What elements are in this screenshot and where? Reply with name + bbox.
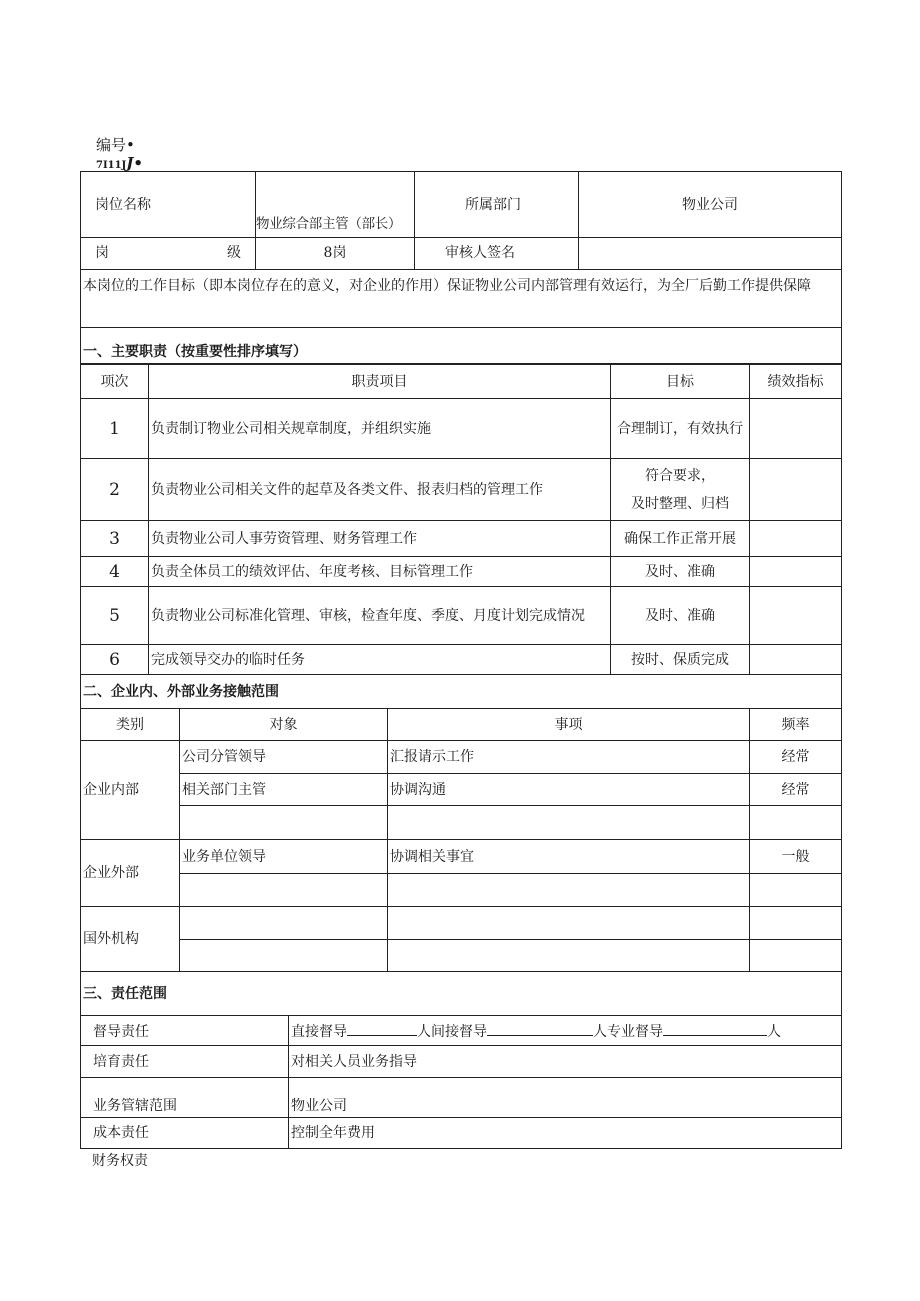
- duties-header-kpi: 绩效指标: [750, 365, 842, 399]
- contact-freq: 经常: [750, 774, 842, 806]
- table-row: [81, 840, 842, 874]
- reviewer-value: [579, 238, 842, 270]
- duty-target: 确保工作正常开展: [611, 521, 750, 557]
- contact-object: [180, 907, 388, 940]
- duty-kpi: [750, 587, 842, 645]
- responsibility-title: 三、责任范围: [81, 972, 842, 1016]
- supervise-value: 直接督导 人间接督导 人专业督导 人: [289, 1016, 842, 1046]
- document-number-label: 编号•: [96, 136, 135, 154]
- duty-item: 完成领导交办的临时任务: [149, 645, 611, 675]
- contact-object: 相关部门主管: [180, 774, 388, 806]
- duty-item: 负责物业公司人事劳资管理、财务管理工作: [149, 521, 611, 557]
- scope-label: 业务管辖范围: [81, 1078, 289, 1118]
- contact-freq: [750, 806, 842, 840]
- table-row: [81, 806, 842, 840]
- duty-kpi: [750, 399, 842, 459]
- contact-object: [180, 940, 388, 972]
- contact-matter: [388, 940, 750, 972]
- duty-target: 及时、准确: [611, 587, 750, 645]
- duty-item: 负责物业公司相关文件的起草及各类文件、报表归档的管理工作: [149, 459, 611, 521]
- duty-no: 2: [81, 459, 149, 521]
- contact-freq: [750, 940, 842, 972]
- table-row: [81, 774, 842, 806]
- contacts-header-freq: 频率: [750, 709, 842, 741]
- table-row: [81, 587, 842, 645]
- duty-no: 6: [81, 645, 149, 675]
- contacts-header-matter: 事项: [388, 709, 750, 741]
- contacts-title: 二、企业内、外部业务接触范围: [81, 675, 842, 709]
- contacts-header-category: 类别: [81, 709, 180, 741]
- duties-header-item: 职责项目: [149, 365, 611, 399]
- duties-title: 一、主要职责（按重要性排序填写）: [81, 328, 842, 364]
- table-row: [81, 907, 842, 940]
- contacts-header-object: 对象: [180, 709, 388, 741]
- contact-object: [180, 806, 388, 840]
- table-row: [81, 645, 842, 675]
- train-value: 对相关人员业务指导: [289, 1046, 842, 1078]
- duty-item: 负责全体员工的绩效评估、年度考核、目标管理工作: [149, 557, 611, 587]
- responsibility-table: [80, 971, 842, 1149]
- duties-table: [80, 364, 842, 675]
- table-row: [81, 741, 842, 774]
- basic-info-table: [80, 171, 842, 364]
- scope-value: 物业公司: [289, 1078, 842, 1118]
- contact-matter: [388, 874, 750, 907]
- table-row: [81, 557, 842, 587]
- table-row: [81, 459, 842, 521]
- table-row: [81, 940, 842, 972]
- duty-item: 负责制订物业公司相关规章制度，并组织实施: [149, 399, 611, 459]
- cost-value: 控制全年费用: [289, 1118, 842, 1149]
- duties-header-no: 项次: [81, 365, 149, 399]
- contact-freq: [750, 907, 842, 940]
- contact-matter: [388, 806, 750, 840]
- duty-no: 1: [81, 399, 149, 459]
- duty-item: 负责物业公司标准化管理、审核，检查年度、季度、月度计划完成情况: [149, 587, 611, 645]
- document-number-mark: 7I11JJ•: [96, 154, 143, 172]
- contact-category: 企业内部: [81, 741, 180, 840]
- dept-label: 所属部门: [415, 172, 579, 238]
- contact-object: 公司分管领导: [180, 741, 388, 774]
- contacts-table: [80, 674, 842, 972]
- financial-authority-label: 财务权责: [92, 1153, 148, 1169]
- contact-category: 国外机构: [81, 907, 180, 972]
- duty-no: 4: [81, 557, 149, 587]
- table-row: [81, 399, 842, 459]
- table-row: [81, 874, 842, 907]
- duty-kpi: [750, 459, 842, 521]
- contact-object: [180, 874, 388, 907]
- contact-object: 业务单位领导: [180, 840, 388, 874]
- contact-freq: 一般: [750, 840, 842, 874]
- duty-target: 及时、准确: [611, 557, 750, 587]
- duty-target: 按时、保质完成: [611, 645, 750, 675]
- train-label: 培育责任: [81, 1046, 289, 1078]
- duty-kpi: [750, 521, 842, 557]
- grade-value: 8岗: [256, 238, 415, 270]
- duty-kpi: [750, 557, 842, 587]
- job-goal: 本岗位的工作目标（即本岗位存在的意义，对企业的作用）保证物业公司内部管理有效运行，为全厂后勤工作提供保障: [81, 270, 842, 328]
- contact-matter: 协调沟通: [388, 774, 750, 806]
- cost-label: 成本责任: [81, 1118, 289, 1149]
- supervise-label: 督导责任: [81, 1016, 289, 1046]
- contact-freq: [750, 874, 842, 907]
- duty-kpi: [750, 645, 842, 675]
- grade-label: 岗 级: [81, 238, 256, 270]
- contact-matter: 汇报请示工作: [388, 741, 750, 774]
- table-row: [81, 521, 842, 557]
- contact-freq: 经常: [750, 741, 842, 774]
- contact-matter: 协调相关事宜: [388, 840, 750, 874]
- contact-category: 企业外部: [81, 840, 180, 907]
- duties-header-target: 目标: [611, 365, 750, 399]
- duty-target: 符合要求， 及时整理、归档: [611, 459, 750, 521]
- duty-no: 5: [81, 587, 149, 645]
- position-label: 岗位名称: [81, 172, 256, 238]
- duty-no: 3: [81, 521, 149, 557]
- dept-value: 物业公司: [579, 172, 842, 238]
- reviewer-label: 审核人签名: [415, 238, 579, 270]
- position-value: 物业综合部主管（部长）: [256, 172, 415, 238]
- contact-matter: [388, 907, 750, 940]
- duty-target: 合理制订，有效执行: [611, 399, 750, 459]
